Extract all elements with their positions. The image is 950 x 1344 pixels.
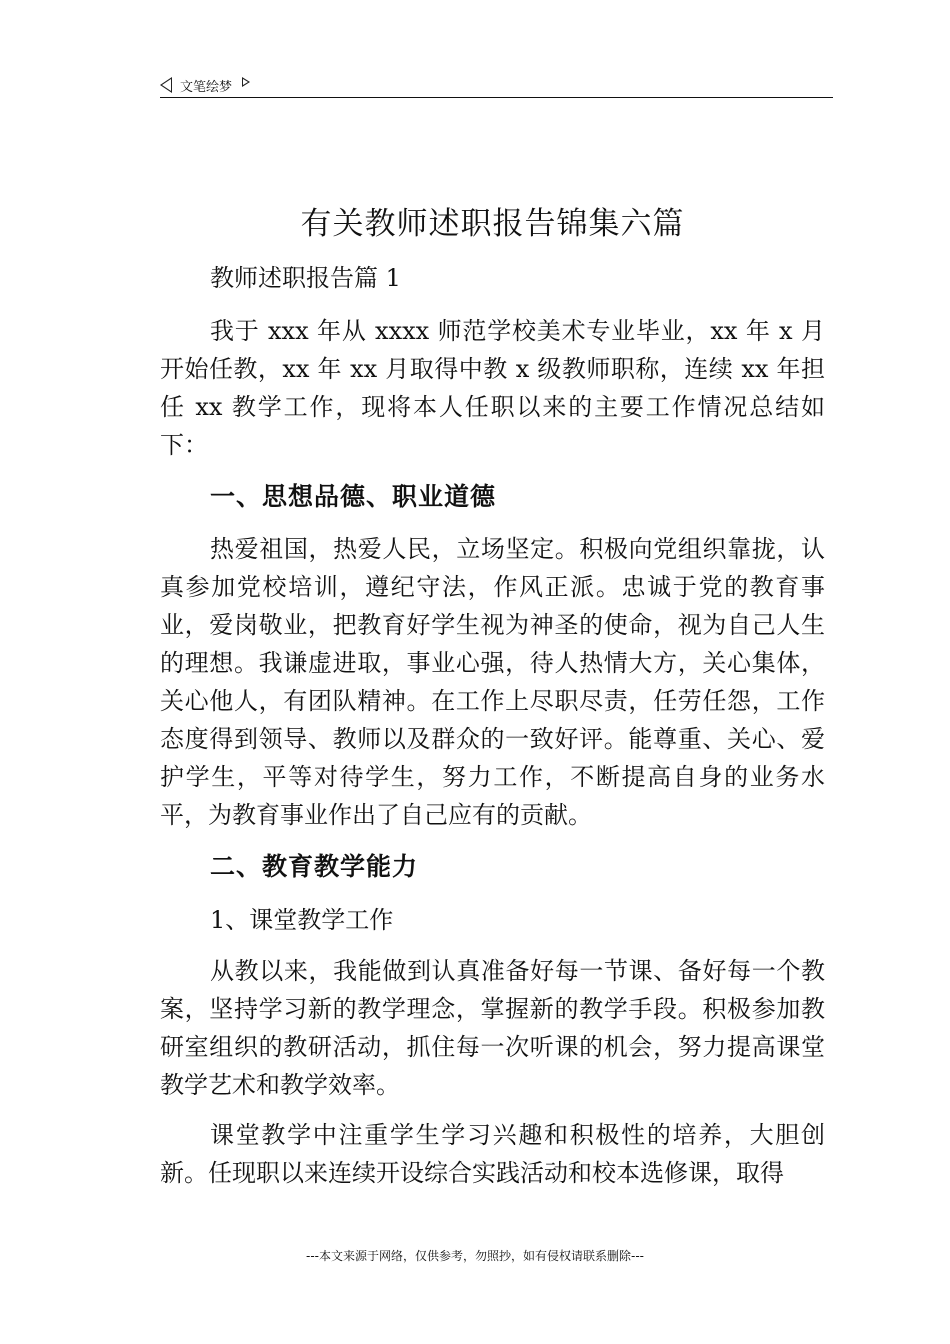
document-body bbox=[160, 200, 825, 1204]
page-header bbox=[160, 72, 833, 98]
section-2-subheading: 1、课堂教学工作 bbox=[210, 906, 394, 934]
header-label: 文笔绘梦 bbox=[180, 79, 233, 95]
section-1-paragraph: 热爱祖国，热爱人民，立场坚定。积极向党组织靠拢，认真参加党校培训，遵纪守法，作风正派。忠诚于党的教育事业，爱岗敬业，把教育好学生视为神圣的使命，视为自己人生的理想。我谦虚进取，事业心强，待人热情大方，关心集体，关心他人，有团队精神。在工作上尽职尽责，任劳任怨，工作态度得到领导、教师以及群众的一致好评。能尊重、关心、爱护学生，平等对待学生，努力工作，不断提高自身的业务水平，为教育事业作出了自己应有的贡献。 bbox=[160, 535, 825, 829]
document-subtitle: 教师述职报告篇 1 bbox=[210, 264, 401, 292]
section-2-paragraph-2: 课堂教学中注重学生学习兴趣和积极性的培养，大胆创新。任现职以来连续开设综合实践活动和校本选修课，取得 bbox=[160, 1121, 825, 1187]
section-2-paragraph-1: 从教以来，我能做到认真准备好每一节课、备好每一个教案，坚持学习新的教学理念，掌握新的教学手段。积极参加教研室组织的教研活动，抓住每一次听课的机会，努力提高课堂教学艺术和教学效率。 bbox=[160, 957, 825, 1099]
section-1-heading: 一、思想品德、职业道德 bbox=[210, 482, 497, 511]
triangle-left-icon bbox=[160, 77, 172, 93]
intro-paragraph: 我于 xxx 年从 xxxx 师范学校美术专业毕业，xx 年 x 月开始任教，xx 年 xx 月取得中教 x 级教师职称，连续 xx 年担任 xx 教学工作，现将本人任职以来的主要工作情况总结如下： bbox=[160, 317, 825, 459]
triangle-right-icon bbox=[242, 77, 250, 87]
document-title: 有关教师述职报告锦集六篇 bbox=[300, 206, 685, 242]
page-footer: ---本文来源于网络，仅供参考，勿照抄，如有侵权请联系删除--- bbox=[306, 1249, 644, 1263]
header-divider bbox=[160, 97, 833, 98]
section-2-heading: 二、教育教学能力 bbox=[210, 852, 419, 881]
